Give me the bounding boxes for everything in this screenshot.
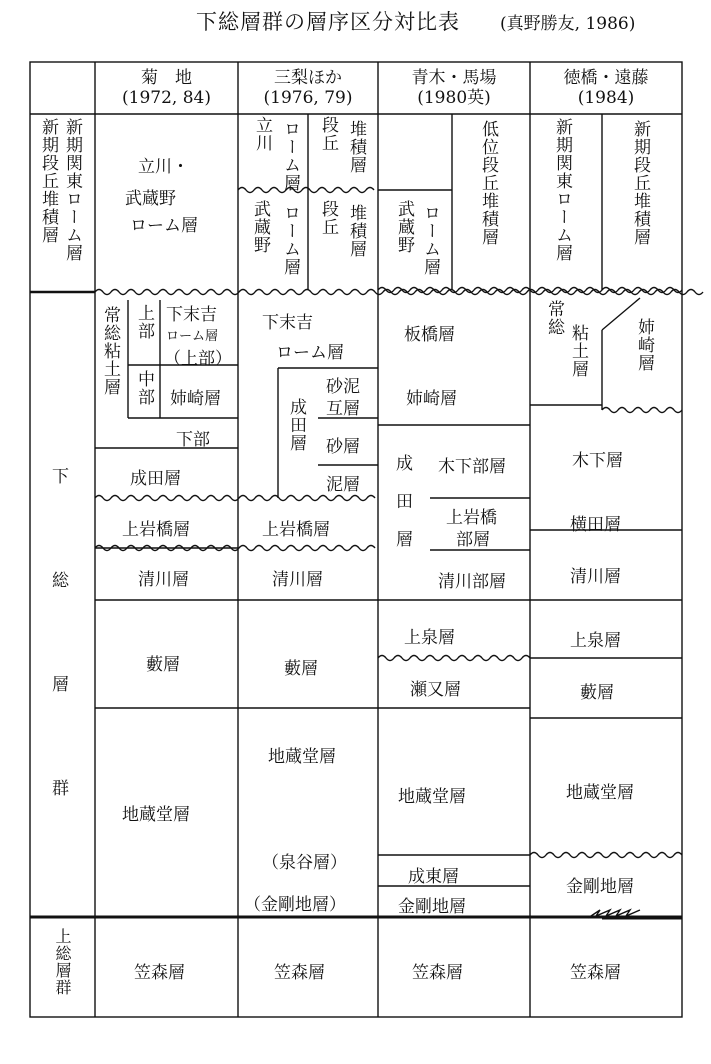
group-kazusa: 上総層群: [53, 928, 72, 996]
cell-minashi-loam-b: ローム層: [280, 204, 300, 276]
cell-kikuchi-jizodo: 地蔵堂層: [122, 805, 190, 825]
cell-tokuhashi-kanto-loam: 新期関東ローム層: [552, 118, 572, 262]
header-years: (1980英): [417, 88, 491, 108]
header-name: 徳橋・遠藤: [563, 68, 649, 88]
cell-minashi-narita: 成田層: [286, 398, 306, 452]
cell-kikuchi-shimosueyoshi3: （上部）: [164, 349, 232, 369]
cell-kikuchi-anegasaki: 姉崎層: [170, 389, 221, 409]
cell-aoki-narito: 成東層: [408, 867, 459, 887]
cell-minashi-suna: 砂層: [326, 437, 360, 457]
group-kanto-loam-alt: 新期段丘堆積層: [38, 118, 58, 244]
cell-kikuchi-upper: 上部: [134, 304, 154, 340]
cell-aoki-kamiizumi: 上泉層: [404, 628, 455, 648]
cell-minashi-kiyokawa: 清川層: [272, 570, 323, 590]
header-name: 青木・馬場: [411, 68, 497, 88]
cell-aoki-kamiiwahashi1: 上岩橋: [446, 508, 497, 528]
cell-minashi-taiseki-a: 堆積層: [346, 120, 366, 174]
cell-minashi-tachikawa: 立川: [252, 116, 272, 152]
cell-minashi-sadei2: 互層: [326, 399, 360, 419]
cell-aoki-narita: 成田層: [396, 454, 413, 550]
header-years: (1972, 84): [122, 88, 211, 108]
cell-tokuhashi-joso2: 粘土層: [568, 324, 588, 378]
header-minashi: [238, 68, 378, 108]
cell-tokuhashi-jizodo: 地蔵堂層: [566, 783, 634, 803]
cell-aoki-musashino: 武蔵野: [394, 200, 414, 254]
cell-aoki-anegasaki: 姉崎層: [406, 389, 457, 409]
group-kanto-loam: 新期関東ローム層: [62, 118, 82, 262]
group-shimosa: 下総層群: [52, 467, 69, 799]
cell-tokuhashi-kasamori: 笠森層: [570, 963, 621, 983]
cell-tokuhashi-joso1: 常総: [544, 300, 564, 336]
cell-tokuhashi-yabu: 藪層: [580, 683, 614, 703]
cell-kikuchi-narita: 成田層: [130, 469, 181, 489]
table-title: 下総層群の層序区分対比表: [196, 10, 460, 34]
cell-minashi-kasamori: 笠森層: [274, 963, 325, 983]
header-name: 三梨ほか: [274, 68, 342, 88]
header-kikuchi: [95, 68, 238, 108]
cell-kikuchi-tachikawa2: 武蔵野: [125, 189, 176, 209]
cell-kikuchi-joso: 常総粘土層: [100, 306, 120, 396]
cell-minashi-loam-a: ローム層: [280, 120, 300, 192]
cell-minashi-taiseki-b: 堆積層: [346, 204, 366, 258]
cell-tokuhashi-yokota: 横田層: [570, 515, 621, 535]
cell-aoki-jizodo: 地蔵堂層: [398, 787, 466, 807]
cell-minashi-yabu: 藪層: [284, 659, 318, 679]
cell-kikuchi-kiyokawa: 清川層: [138, 570, 189, 590]
cell-tokuhashi-taiseki: 新期段丘堆積層: [630, 120, 650, 246]
cell-tokuhashi-kongochi: 金剛地層: [566, 877, 634, 897]
cell-kikuchi-shimosueyoshi2: ローム層: [166, 329, 219, 344]
cell-minashi-dankyu-a: 段丘: [318, 116, 338, 152]
cell-minashi-izumiya: （泉谷層）: [262, 853, 347, 873]
cell-tokuhashi-kamiizumi: 上泉層: [570, 631, 621, 651]
cell-kikuchi-kasamori: 笠森層: [134, 963, 185, 983]
cell-kikuchi-tachikawa1: 立川・: [138, 157, 189, 177]
cell-kikuchi-yabu: 藪層: [146, 655, 180, 675]
cell-aoki-kasamori: 笠森層: [412, 963, 463, 983]
cell-kikuchi-tachikawa3: ローム層: [130, 216, 198, 236]
cell-aoki-semata: 瀬又層: [410, 680, 461, 700]
cell-kikuchi-shimosueyoshi1: 下末吉: [166, 305, 217, 325]
cell-aoki-teii: 低位段丘堆積層: [478, 120, 498, 246]
cell-minashi-musashino: 武蔵野: [250, 200, 270, 254]
cell-minashi-kamiiwahashi: 上岩橋層: [262, 520, 330, 540]
cell-kikuchi-lower: 下部: [176, 430, 210, 450]
cell-aoki-kamiiwahashi2: 部層: [456, 530, 490, 550]
header-tokuhashi: [530, 68, 682, 108]
cell-aoki-kongochi: 金剛地層: [398, 897, 466, 917]
cell-minashi-doro: 泥層: [326, 475, 360, 495]
header-years: (1984): [577, 88, 635, 108]
header-years: (1976, 79): [263, 88, 353, 108]
cell-tokuhashi-anegasaki: 姉崎層: [634, 318, 654, 372]
cell-minashi-shimosueyoshi1: 下末吉: [262, 313, 313, 333]
cell-kikuchi-middle: 中部: [134, 370, 154, 406]
table-author: (真野勝友, 1986): [500, 14, 636, 34]
header-name: 菊 地: [141, 68, 192, 88]
cell-tokuhashi-kinoshita: 木下層: [572, 451, 623, 471]
cell-minashi-jizodo: 地蔵堂層: [268, 747, 336, 767]
cell-aoki-loam: ローム層: [420, 204, 440, 276]
cell-minashi-shimosueyoshi2: ローム層: [276, 343, 344, 363]
cell-aoki-kiyokawa: 清川部層: [438, 572, 506, 592]
cell-aoki-kinoshita: 木下部層: [438, 457, 506, 477]
cell-kikuchi-kamiiwahashi: 上岩橋層: [122, 520, 190, 540]
cell-aoki-itabashi: 板橋層: [404, 325, 455, 345]
cell-tokuhashi-kiyokawa: 清川層: [570, 567, 621, 587]
cell-minashi-dankyu-b: 段丘: [318, 200, 338, 236]
header-aoki: [378, 68, 530, 108]
cell-minashi-kongochi: （金剛地層）: [244, 895, 346, 915]
cell-minashi-sadei1: 砂泥: [326, 377, 360, 397]
